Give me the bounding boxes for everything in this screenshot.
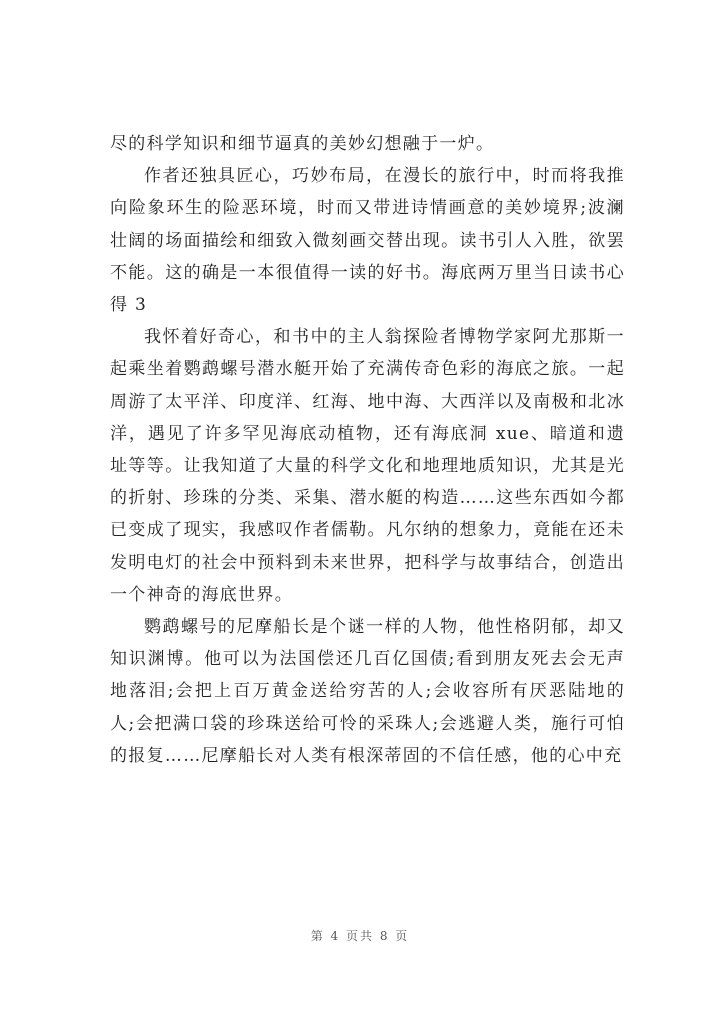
- paragraph-3: 我怀着好奇心，和书中的主人翁探险者博物学家阿尤那斯一起乘坐着鹦鹉螺号潜水艇开始了充满传奇色彩的海底之旅。一起周游了太平洋、印度洋、红海、地中海、大西洋以及南极和北冰洋，遇见了许多罕见海底动植物，还有海底洞 xue、暗道和遗址等等。让我知道了大量的科学文化和地理地质知识，尤其是光的折射、珍珠的分类、采集、潜水艇的构造……这些东西如今都已变成了现实，我感叹作者儒勒。凡尔纳的想象力，竟能在还未发明电灯的社会中预料到未来世界，把科学与故事结合，创造出一个神奇的海底世界。: [110, 327, 625, 605]
- document-body: [110, 128, 625, 772]
- paragraph-4: 鹦鹉螺号的尼摩船长是个谜一样的人物，他性格阴郁，却又知识渊博。他可以为法国偿还几百亿国债;看到朋友死去会无声地落泪;会把上百万黄金送给穷苦的人;会收容所有厌恶陆地的人;会把满口袋的珍珠送给可怜的采珠人;会逃避人类，施行可怕的报复……尼摩船长对人类有根深蒂固的不信任感，他的心中充: [110, 617, 625, 766]
- paragraph-2: 作者还独具匠心，巧妙布局，在漫长的旅行中，时而将我推向险象环生的险恶环境，时而又带进诗情画意的美妙境界;波澜壮阔的场面描绘和细致入微刻画交替出现。读书引人入胜，欲罢不能。这的确是一本很值得一读的好书。海底两万里当日读书心得 3: [110, 166, 625, 316]
- page-number-footer: 第 4 页共 8 页: [310, 929, 410, 943]
- paragraph-1: 尽的科学知识和细节逼真的美妙幻想融于一炉。: [110, 134, 495, 154]
